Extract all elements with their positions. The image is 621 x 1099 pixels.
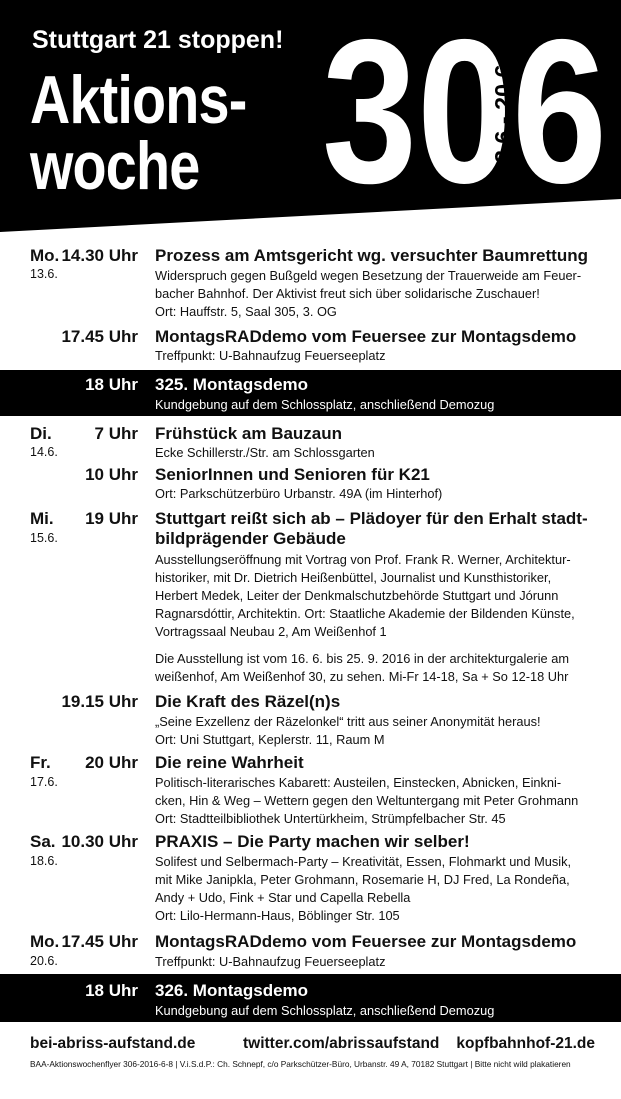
event-detail-line: Ecke Schillerstr./Str. am Schlossgarten: [155, 445, 375, 460]
event-title: 326. Montagsdemo: [155, 981, 309, 1000]
event-time: 18 Uhr: [85, 981, 138, 1000]
event-detail-line: Ort: Lilo-Hermann-Haus, Böblinger Str. 105: [155, 908, 400, 923]
event-date: 20.6.: [30, 954, 58, 968]
event-day: Mo.: [30, 246, 60, 265]
event-time: 19 Uhr: [85, 509, 138, 528]
event-title: PRAXIS – Die Party machen wir selber!: [155, 832, 470, 851]
event-detail-line: Ragnarsdóttir, Architektin. Ort: Staatliche Akademie der Bildenden Künste,: [155, 606, 575, 621]
event-detail-line: Ort: Stadtteilbibliothek Untertürkheim, Strümpfelbacher Str. 45: [155, 811, 506, 826]
event-date: 18.6.: [30, 854, 58, 868]
header-title-line1: Aktions-: [30, 62, 247, 138]
event-date: 17.6.: [30, 775, 58, 789]
event-detail-line: Herbert Medek, Leiter der Denkmalschutzbehörde Stuttgart und Jórunn: [155, 588, 559, 603]
event-item-highlight: [0, 974, 621, 1022]
footer-link[interactable]: twitter.com/abrissaufstand: [243, 1035, 440, 1052]
event-detail-line: Treffpunkt: U-Bahnaufzug Feuerseeplatz: [155, 954, 386, 969]
event-title: MontagsRADdemo vom Feuersee zur Montagsdemo: [155, 327, 577, 346]
event-title: Stuttgart reißt sich ab – Plädoyer für den Erhalt stadt-: [155, 509, 588, 528]
event-time: 10 Uhr: [85, 465, 138, 484]
footer-imprint: BAA-Aktionswochenflyer 306-2016-6-8 | V.i.S.d.P.: Ch. Schnepf, c/o Parkschützer-Büro, Urbanstr. 49 A, 70182 Stuttgart | Bitte nicht wild plakatieren: [30, 1059, 571, 1069]
event-time: 14.30 Uhr: [61, 246, 138, 265]
week-dates: 13.6.- 20.6.: [490, 59, 516, 176]
event-time: 10.30 Uhr: [61, 832, 138, 851]
event-time: 17.45 Uhr: [61, 932, 138, 951]
event-title: SeniorInnen und Senioren für K21: [155, 465, 430, 484]
event-date: 15.6.: [30, 531, 58, 545]
event-title: 325. Montagsdemo: [155, 375, 309, 394]
footer-link[interactable]: bei-abriss-aufstand.de: [30, 1035, 196, 1052]
event-time: 18 Uhr: [85, 375, 138, 394]
event-detail-line: Ort: Parkschützerbüro Urbanstr. 49A (im Hinterhof): [155, 486, 443, 501]
event-detail-line: Ort: Uni Stuttgart, Keplerstr. 11, Raum M: [155, 732, 385, 747]
event-detail-line: „Seine Exzellenz der Räzelonkel“ tritt aus seiner Anonymität heraus!: [155, 714, 541, 729]
header-banner: [0, 0, 621, 245]
event-time: 19.15 Uhr: [61, 692, 138, 711]
event-detail-line: historiker, mit Dr. Dietrich Heißenbüttel, Journalist und Kunsthistoriker,: [155, 570, 552, 585]
event-time: 20 Uhr: [85, 753, 138, 772]
event-detail-line: Solifest und Selbermach-Party – Kreativität, Essen, Flohmarkt und Musik,: [155, 854, 572, 869]
event-title: Die Kraft des Räzel(n)s: [155, 692, 341, 711]
event-day: Mo.: [30, 932, 60, 951]
event-detail-line: Treffpunkt: U-Bahnaufzug Feuerseeplatz: [155, 348, 386, 363]
header-kicker: Stuttgart 21 stoppen!: [32, 26, 284, 54]
event-detail-line: Kundgebung auf dem Schlossplatz, anschließend Demozug: [155, 1003, 495, 1018]
event-detail-line: Vortragssaal Neubau 2, Am Weißenhof 1: [155, 624, 387, 639]
event-title: Die reine Wahrheit: [155, 753, 304, 772]
event-detail-line: Andy + Udo, Fink + Star und Capella Rebella: [155, 890, 411, 905]
week-number: 306: [322, 0, 607, 226]
event-detail-line: Ausstellungseröffnung mit Vortrag von Prof. Frank R. Werner, Architektur-: [155, 552, 571, 567]
event-detail-line: Politisch-literarisches Kabarett: Austeilen, Einstecken, Abnicken, Einkni-: [155, 775, 562, 790]
footer-link[interactable]: kopfbahnhof-21.de: [456, 1035, 595, 1052]
event-detail-line: bacher Bahnhof. Der Aktivist freut sich über solidarische Zuschauer!: [155, 286, 540, 301]
event-detail-line: cken, Hin & Weg – Wettern gegen den Weltuntergang mit Peter Grohmann: [155, 793, 579, 808]
event-title: MontagsRADdemo vom Feuersee zur Montagsdemo: [155, 932, 577, 951]
event-title-continued: bildprägender Gebäude: [155, 529, 346, 548]
event-detail-line: Ort: Hauffstr. 5, Saal 305, 3. OG: [155, 304, 337, 319]
event-detail-line: Kundgebung auf dem Schlossplatz, anschließend Demozug: [155, 397, 495, 412]
event-item-highlight: [0, 370, 621, 416]
event-day: Fr.: [30, 753, 51, 772]
header-title-line2: woche: [30, 128, 200, 204]
event-day: Di.: [30, 424, 52, 443]
event-time: 7 Uhr: [94, 424, 138, 443]
event-day: Mi.: [30, 509, 54, 528]
event-title: Frühstück am Bauzaun: [155, 424, 343, 443]
event-day: Sa.: [30, 832, 56, 851]
event-date: 14.6.: [30, 445, 58, 459]
event-detail-line: Die Ausstellung ist vom 16. 6. bis 25. 9. 2016 in der architekturgalerie am: [155, 651, 569, 666]
event-detail-line: weißenhof, Am Weißenhof 30, zu sehen. Mi-Fr 14-18, Sa + So 12-18 Uhr: [155, 669, 569, 684]
event-title: Prozess am Amtsgericht wg. versuchter Baumrettung: [155, 246, 588, 265]
event-detail-line: Widerspruch gegen Bußgeld wegen Besetzung der Trauerweide am Feuer-: [155, 268, 582, 283]
event-detail-line: mit Mike Janipkla, Peter Grohmann, Rosemarie H, DJ Fred, La Rondeña,: [155, 872, 570, 887]
event-date: 13.6.: [30, 267, 58, 281]
event-time: 17.45 Uhr: [61, 327, 138, 346]
